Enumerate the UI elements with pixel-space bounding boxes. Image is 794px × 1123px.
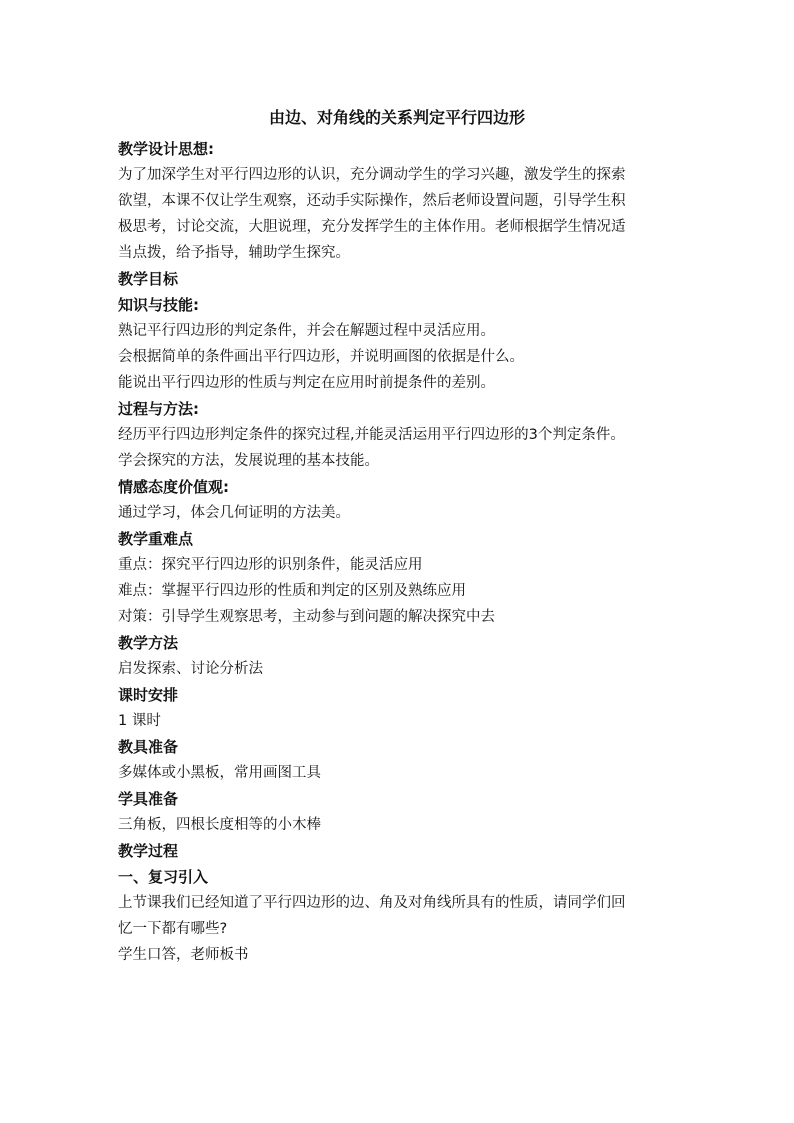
section-heading: 教学目标	[118, 270, 179, 288]
paragraph-line: 通过学习，体会几何证明的方法美。	[118, 505, 350, 521]
paragraph-line: 忆一下都有哪些?	[118, 921, 228, 937]
paragraph-line: 为了加深学生对平行四边形的认识，充分调动学生的学习兴趣，激发学生的探索	[118, 167, 626, 183]
paragraph-line: 1 课时	[118, 713, 161, 729]
section-heading: 教学过程	[118, 842, 179, 860]
paragraph-line: 对策：引导学生观察思考，主动参与到问题的解决探究中去	[118, 609, 495, 625]
paragraph-line: 能说出平行四边形的性质与判定在应用时前提条件的差别。	[118, 375, 495, 391]
paragraph-line: 重点：探究平行四边形的识别条件，能灵活应用	[118, 557, 423, 573]
section-heading: 课时安排	[118, 686, 179, 704]
paragraph-line: 学生口答，老师板书	[118, 947, 249, 963]
section-heading: 一、复习引入	[118, 868, 209, 886]
paragraph-line: 三角板，四根长度相等的小木棒	[118, 817, 321, 833]
paragraph-line: 熟记平行四边形的判定条件，并会在解题过程中灵活应用。	[118, 323, 495, 339]
section-heading: 教学重难点	[118, 530, 194, 548]
paragraph-line: 当点拨，给予指导，辅助学生探究。	[118, 245, 350, 261]
paragraph-line: 上节课我们已经知道了平行四边形的边、角及对角线所具有的性质，请同学们回	[118, 895, 626, 911]
paragraph-line: 学会探究的方法，发展说理的基本技能。	[118, 453, 379, 469]
section-heading: 教具准备	[118, 738, 179, 756]
paragraph-line: 经历平行四边形判定条件的探究过程,并能灵活运用平行四边形的3个判定条件。	[118, 427, 625, 443]
section-heading: 学具准备	[118, 790, 179, 808]
paragraph-line: 欲望，本课不仅让学生观察，还动手实际操作，然后老师设置问题，引导学生积	[118, 193, 626, 209]
section-heading: 知识与技能:	[118, 296, 199, 314]
section-heading: 情感态度价值观:	[118, 478, 229, 496]
paragraph-line: 启发探索、讨论分析法	[118, 661, 263, 677]
paragraph-line: 会根据简单的条件画出平行四边形，并说明画图的依据是什么。	[118, 349, 524, 365]
section-heading: 教学方法	[118, 634, 179, 652]
section-heading: 过程与方法:	[118, 400, 199, 418]
paragraph-line: 极思考，讨论交流，大胆说理，充分发挥学生的主体作用。老师根据学生情况适	[118, 219, 626, 235]
document-body	[118, 136, 684, 968]
paragraph-line: 难点：掌握平行四边形的性质和判定的区别及熟练应用	[118, 583, 466, 599]
paragraph-line: 多媒体或小黑板，常用画图工具	[118, 765, 321, 781]
page-title: 由边、对角线的关系判定平行四边形	[268, 108, 525, 127]
section-heading: 教学设计思想:	[118, 140, 214, 158]
